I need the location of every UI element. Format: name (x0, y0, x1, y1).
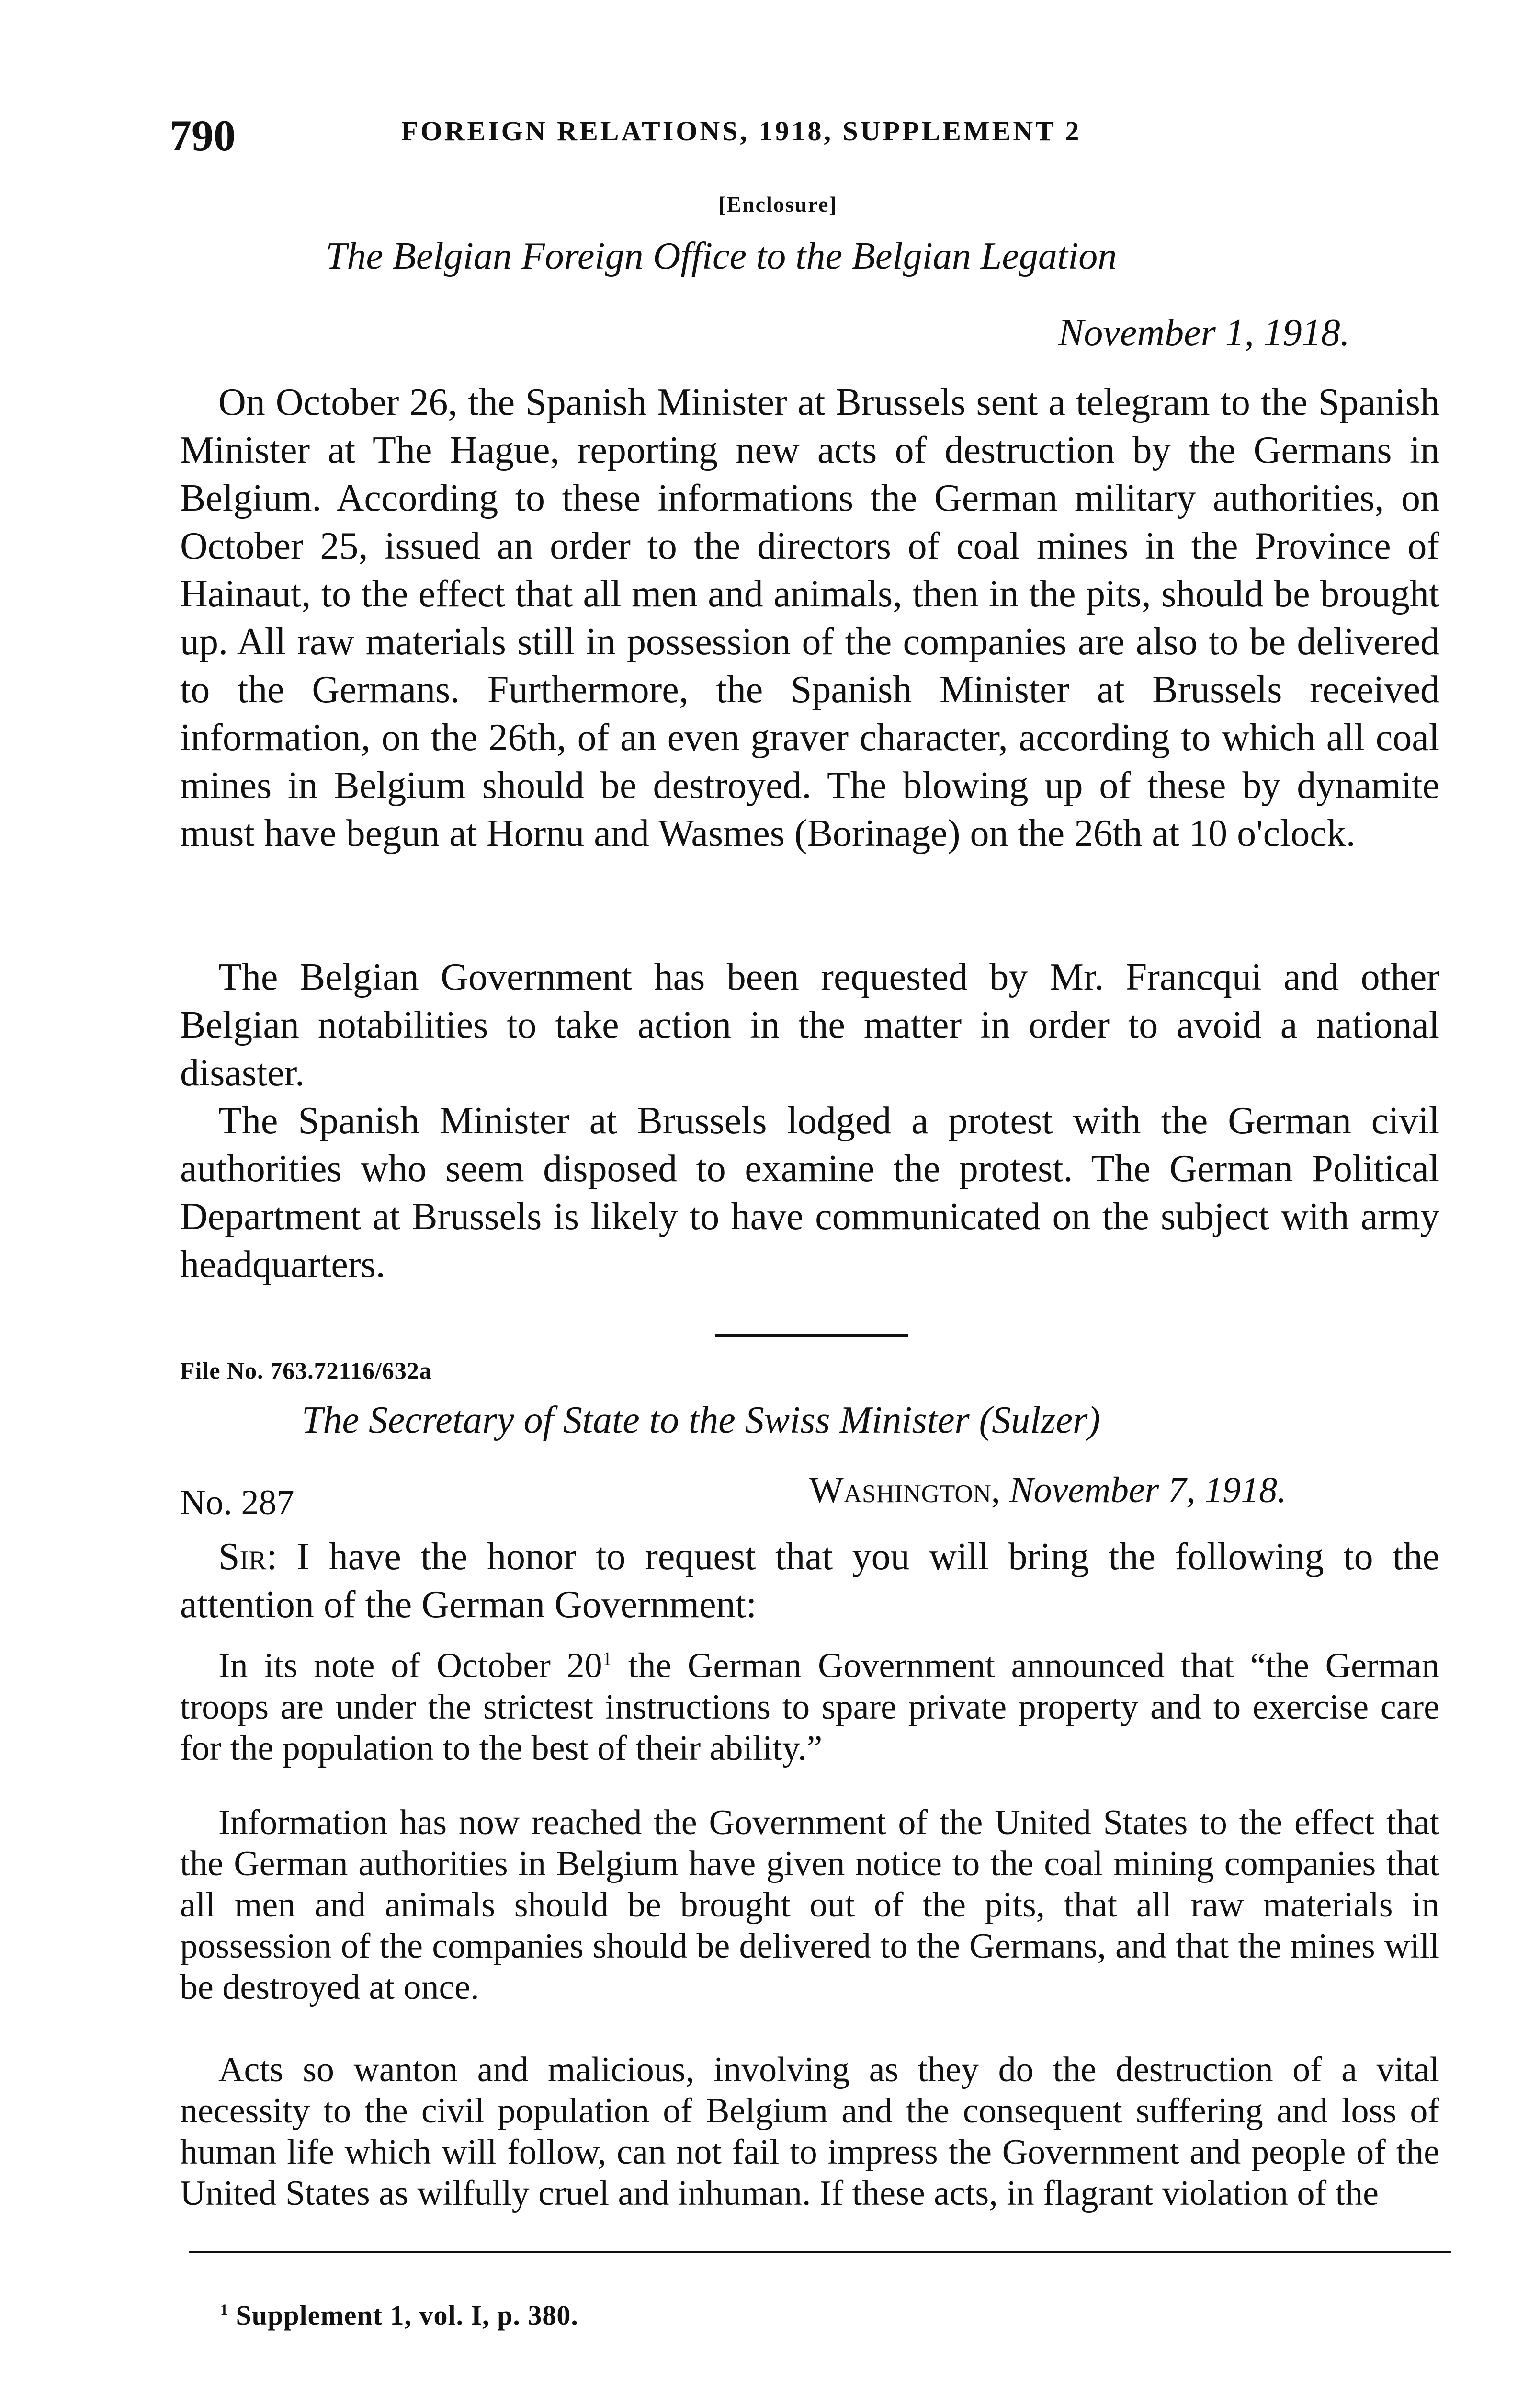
page-number: 790 (170, 111, 236, 160)
intro-text: I have the honor to request that you will bring the following to the attention of the German Government: (180, 1536, 1440, 1626)
quoted-note-paragraph: Acts so wanton and malicious, involving as they do the destruction of a vital necessity to the civil population of Belgium and the consequent suffering and loss of human life which will follow, can not fail to impress the Government and people of the United States as wilfully cruel and inhuman. If these acts, in flagrant violation of the (180, 2050, 1439, 2213)
quoted-note-paragraph (180, 1638, 1439, 1769)
enclosure-paragraph: On October 26, the Spanish Minister at Brussels sent a telegram to the Spanish Minister at The Hague, reporting new acts of destruction by the Germans in Belgium. According to these informations the German military authorities, on October 25, issued an order to the directors of coal mines in the Province of Hainaut, to the effect that all men and animals, then in the pits, should be brought up. All raw materials still in possession of the companies are also to be delivered to the Germans. Furthermore, the Spanish Minister at Brussels received information, on the 26th, of an even graver character, according to which all coal mines in Belgium should be destroyed. The blowing up of these by dynamite must have begun at Hornu and Wasmes (Borinage) on the 26th at 10 o'clock. (180, 381, 1439, 855)
footnote-marker: 1 (220, 2301, 228, 2318)
enclosure-paragraph: The Belgian Government has been requested by Mr. Francqui and other Belgian notabilities to take action in the matter in order to avoid a national disaster. (180, 956, 1439, 1094)
dateline-place: Washington, (809, 1470, 1000, 1510)
document-title: The Secretary of State to the Swiss Minister (Sulzer) (302, 1399, 1100, 1441)
running-head: FOREIGN RELATIONS, 1918, SUPPLEMENT 2 (401, 115, 1082, 147)
footnote-rule (189, 2251, 1451, 2253)
document-number: No. 287 (180, 1483, 294, 1522)
enclosure-title: The Belgian Foreign Office to the Belgian Legation (326, 235, 1117, 277)
salutation-paragraph (180, 1533, 1439, 1629)
note-text: the German Government announced that “the German troops are under the strictest instructions to spare private property and to exercise care for the population to the best of their ability.” (180, 1646, 1439, 1768)
footnote-reference: 1 (602, 1648, 612, 1669)
dateline (809, 1470, 1286, 1511)
enclosure-date: November 1, 1918. (1058, 312, 1350, 354)
dateline-date: November 7, 1918. (1009, 1470, 1287, 1510)
section-divider (715, 1334, 908, 1337)
file-number: File No. 763.72116/632a (180, 1357, 432, 1384)
note-text: In its note of October 20 (218, 1646, 602, 1686)
salutation: Sir: (218, 1536, 277, 1578)
enclosure-label: [Enclosure] (718, 192, 838, 217)
footnote (220, 2299, 578, 2331)
quoted-note-paragraph: Information has now reached the Government of the United States to the effect that the German authorities in Belgium have given notice to the coal mining companies that all men and animals should be brought out of the pits, that all raw materials in possession of the companies should be delivered to the Germans, and that the mines will be destroyed at once. (180, 1803, 1439, 2007)
enclosure-paragraph: The Spanish Minister at Brussels lodged a protest with the German civil authorities who seem disposed to examine the protest. The German Political Department at Brussels is likely to have communicated on the subject with army headquarters. (180, 1100, 1439, 1286)
footnote-text: Supplement 1, vol. I, p. 380. (236, 2300, 578, 2331)
